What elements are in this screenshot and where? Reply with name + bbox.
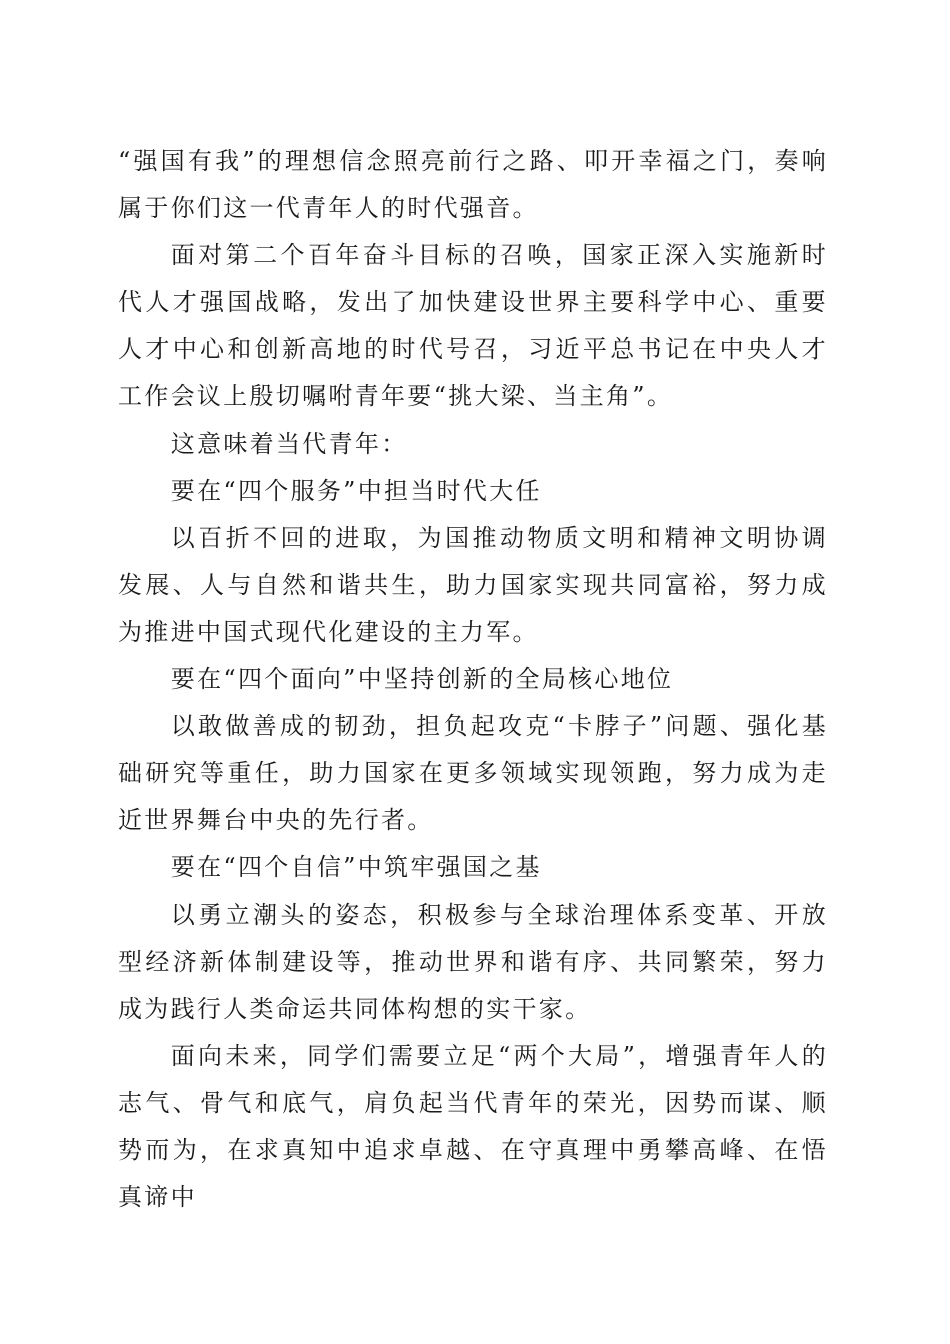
- subheading-four-services: 要在“四个服务”中担当时代大任: [170, 476, 542, 505]
- document-body: [118, 138, 828, 1221]
- paragraph-four-confidences: 以勇立潮头的姿态，积极参与全球治理体系变革、开放型经济新体制建设等，推动世界和谐有序、共同繁荣，努力成为践行人类命运共同体构想的实干家。: [118, 900, 828, 1023]
- subheading-four-confidences: 要在“四个自信”中筑牢强国之基: [170, 853, 542, 882]
- paragraph-continuation: “强国有我”的理想信念照亮前行之路、叩开幸福之门，奏响属于你们这一代青年人的时代强音。: [118, 147, 828, 223]
- paragraph-future: 面向未来，同学们需要立足“两个大局”，增强青年人的志气、骨气和底气，肩负起当代青年的荣光，因势而谋、顺势而为，在求真知中追求卓越、在守真理中勇攀高峰、在悟真谛中: [118, 1041, 828, 1212]
- paragraph-meaning: 这意味着当代青年：: [170, 429, 408, 458]
- paragraph-talent-strategy: 面对第二个百年奋斗目标的召唤，国家正深入实施新时代人才强国战略，发出了加快建设世界主要科学中心、重要人才中心和创新高地的时代号召，习近平总书记在中央人才工作会议上殷切嘱咐青年要“挑大梁、当主角”。: [118, 241, 828, 411]
- subheading-four-orientations: 要在“四个面向”中坚持创新的全局核心地位: [170, 665, 674, 694]
- paragraph-four-orientations: 以敢做善成的韧劲，担负起攻克“卡脖子”问题、强化基础研究等重任，助力国家在更多领域实现领跑，努力成为走近世界舞台中央的先行者。: [118, 712, 828, 835]
- paragraph-four-services: 以百折不回的进取，为国推动物质文明和精神文明协调发展、人与自然和谐共生，助力国家实现共同富裕，努力成为推进中国式现代化建设的主力军。: [118, 523, 828, 646]
